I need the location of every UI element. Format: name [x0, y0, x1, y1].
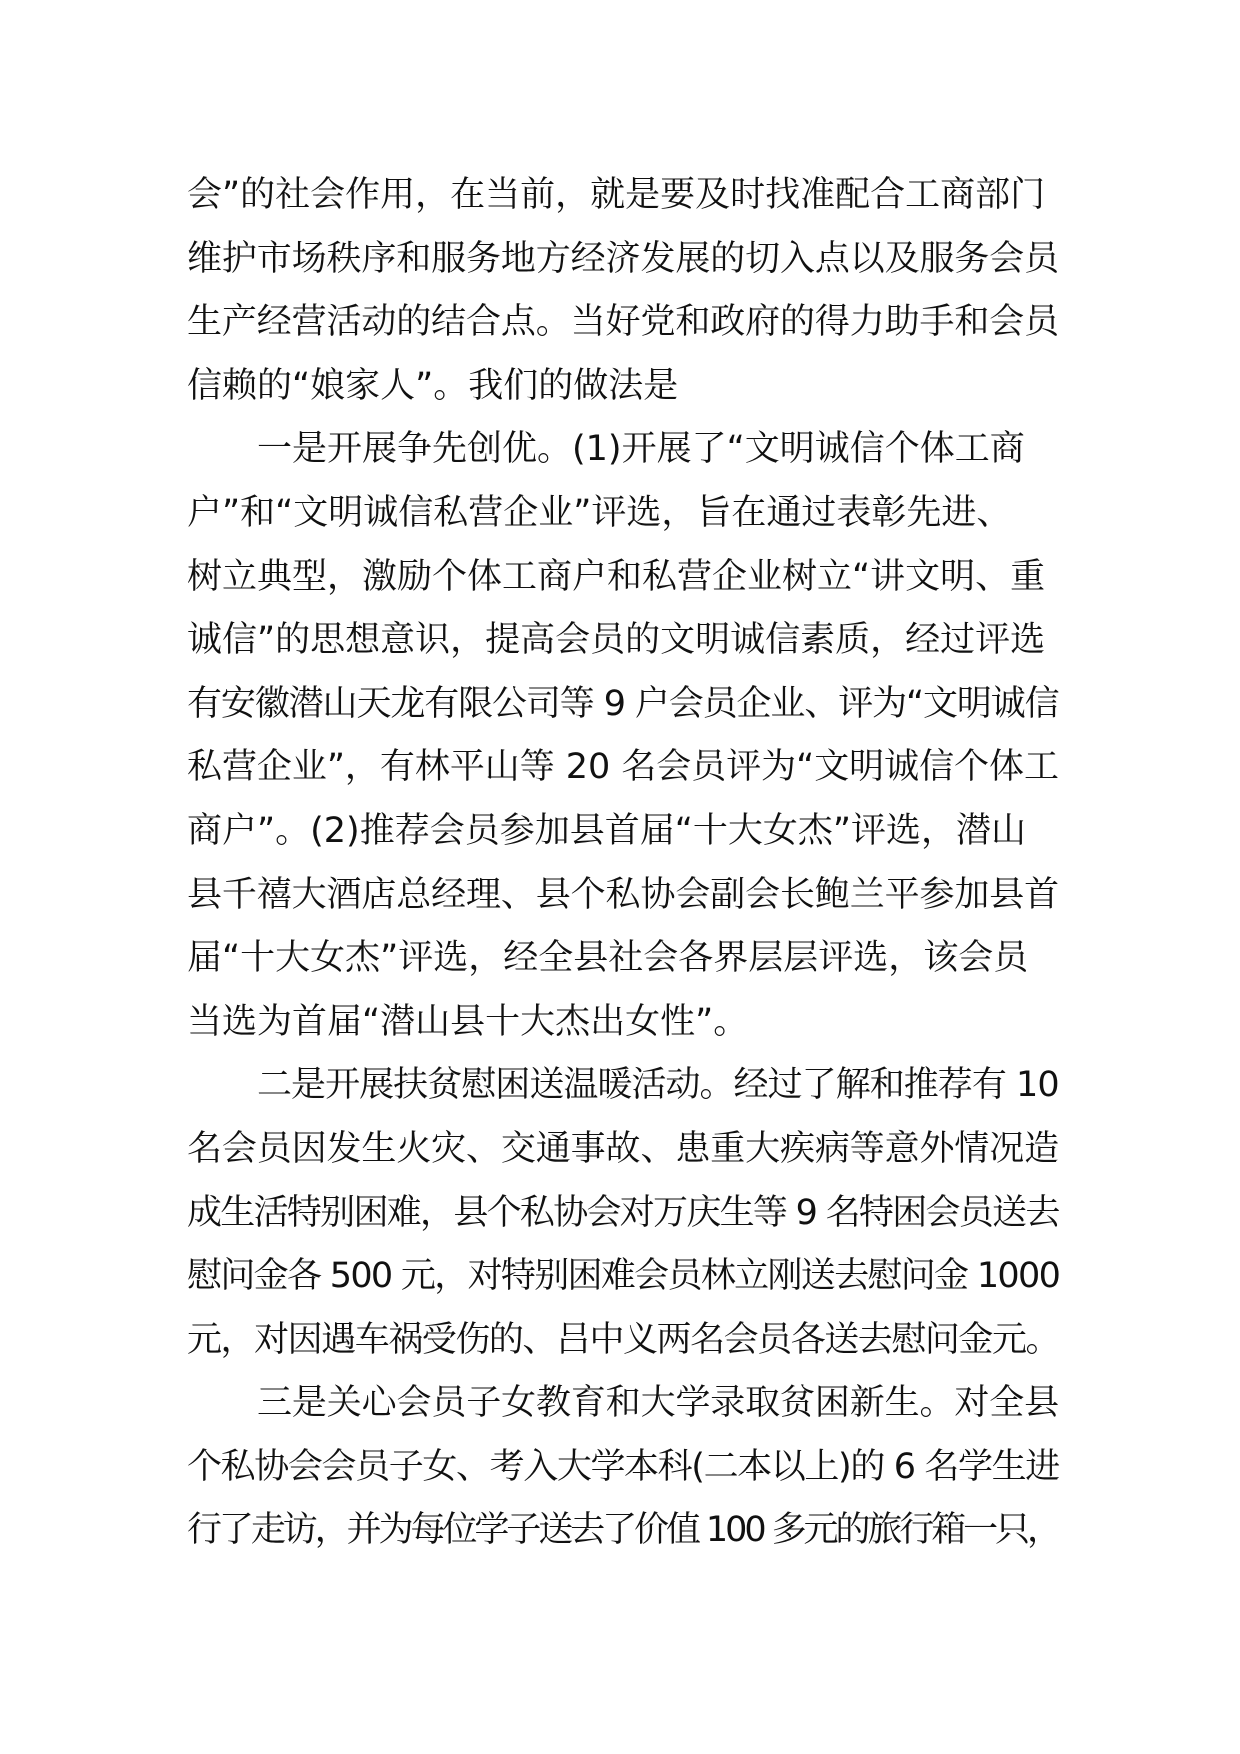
paragraph-first-line: 三是关心会员子女教育和大学录取贫困新生。对全县 — [257, 1383, 1060, 1424]
text-line: 名会员因发生火灾、交通事故、患重大疾病等意外情况造 — [187, 1128, 1060, 1169]
text-line: 行了走访，并为每位学子送去了价值 100 多元的旅行箱一只， — [187, 1510, 1059, 1551]
text-line: 信赖的“娘家人”。我们的做法是 — [187, 365, 679, 406]
paragraph-first-line: 一是开展争先创优。(1)开展了“文明诚信个体工商 — [257, 429, 1025, 470]
text-line: 县千禧大酒店总经理、县个私协会副会长鲍兰平参加县首 — [187, 874, 1060, 915]
text-line: 树立典型，激励个体工商户和私营企业树立“讲文明、重 — [187, 556, 1046, 597]
text-line: 户”和“文明诚信私营企业”评选，旨在通过表彰先进、 — [187, 492, 1012, 533]
text-line: 会”的社会作用，在当前，就是要及时找准配合工商部门 — [187, 175, 1046, 215]
document-body — [187, 164, 1059, 1563]
text-line: 维护市场秩序和服务地方经济发展的切入点以及服务会员 — [187, 238, 1060, 279]
text-line: 慰问金各 500 元，对特别困难会员林立刚送去慰问金 1000 — [187, 1256, 1060, 1297]
text-line: 商户”。(2)推荐会员参加县首届“十大女杰”评选，潜山 — [187, 810, 1026, 851]
text-line: 私营企业”，有林平山等 20 名会员评为“文明诚信个体工 — [187, 747, 1059, 788]
text-line: 成生活特别困难，县个私协会对万庆生等 9 名特困会员送去 — [187, 1192, 1059, 1233]
text-line: 元，对因遇车祸受伤的、吕中义两名会员各送去慰问金元。 — [187, 1319, 1060, 1360]
text-line: 诚信”的思想意识，提高会员的文明诚信素质，经过评选 — [187, 620, 1046, 661]
text-line: 个私协会会员子女、考入大学本科(二本以上)的 6 名学生进 — [187, 1446, 1059, 1487]
text-line: 当选为首届“潜山县十大杰出女性”。 — [187, 1001, 749, 1042]
text-line: 届“十大女杰”评选，经全县社会各界层层评选，该会员 — [187, 938, 1029, 979]
paragraph-first-line: 二是开展扶贫慰困送温暖活动。经过了解和推荐有 10 — [257, 1065, 1059, 1106]
text-line: 有安徽潜山天龙有限公司等 9 户会员企业、评为“文明诚信 — [187, 683, 1059, 724]
text-line: 生产经营活动的结合点。当好党和政府的得力助手和会员 — [187, 302, 1060, 343]
